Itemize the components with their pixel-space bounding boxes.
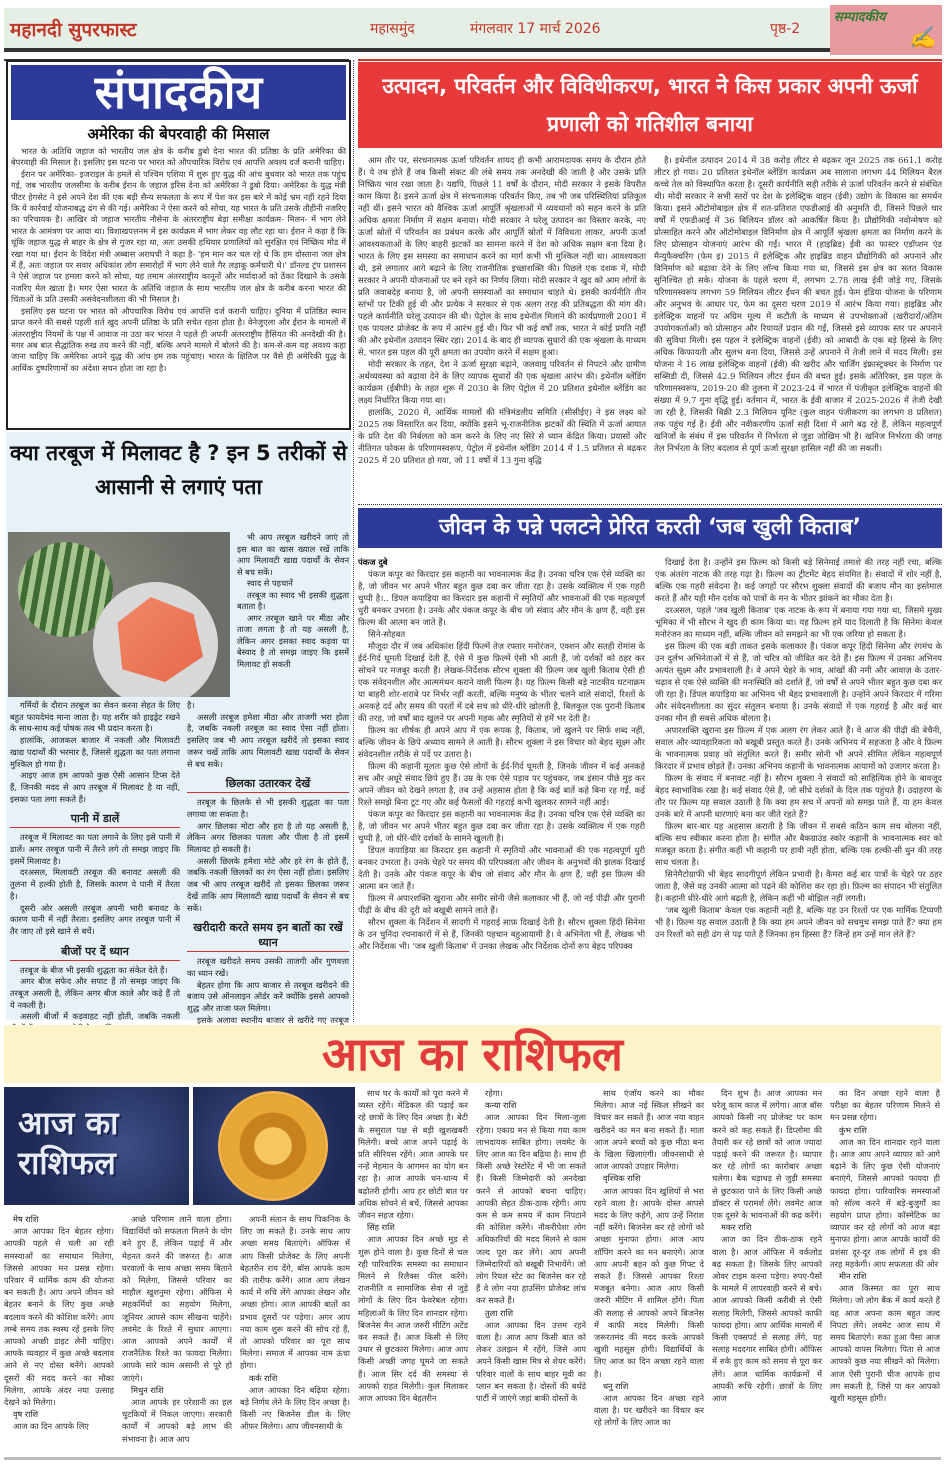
paragraph: फ़िल्म के संवाद में बनावट नहीं है। सौरभ शुक्ला ने संवादों को साहित्यिक होने के बावजूद बेहद स्वाभाविक रखा है। कई संवाद ऐसे हैं, जो सीधे दर्शकों के दिल तक पहुंचते हैं। उदाहरण के तौर पर फ़िल्म यह सवाल उठाती है कि क्या हम सच में अपनों को समझ पाते हैं, या हम केवल उनके बारे में अपनी धारणाएं बना कर जीते रहते हैं? [655,773,942,819]
divider-right [358,59,942,61]
horoscope-text: का दिन अच्छा रहने वाला है परीक्षा का बेहतर परिणाम मिलने से मन प्रसन्न रहेगा। [830,1088,940,1123]
paragraph: फ़िल्म की कहानी मूलतः कुछ ऐसे लोगों के ईर्द-गिर्द घूमती है, जिनके जीवन में कई अनकहे सच और अधूरे संवाद छिपे हुए हैं। उम्र के एक ऐसे पड़ाव पर पहुंचकर, जब इंसान पीछे मुड़ कर अपने जीवन को देखने लगता है, तब उन्हें अहसास होता है कि कई बातें कहे बिना रह गईं, कई रिश्ते समझे बिना टूट गए और कई फैसलों की गहराई कभी खुलकर सामने नहीं आई। [358,761,645,807]
paragraph: अगर छिलका मोटा और हरा है तो यह असली है, लेकिन अगर छिलका पतला और पीला है तो इसमें मिलावट हो सकती है। [187,820,349,855]
paragraph: तरबूज में मिलावट का पता लगाने के लिए इसे पानी में डालें। अगर तरबूज पानी में तैरने लगे तो समझ जाइए कि इसमें मिलावट है। [10,832,180,866]
horoscope-text: साथ घर के कार्यों को पूरा करने में व्यस्त रहेंगे। मेडिकल की पढ़ाई कर रहे छात्रों के लिए दिन अच्छा है। बेटी के ससुराल पक्ष से बड़ी खुशखबरी मिलेगी। बच्चे आज अपने पढ़ाई के प्रति सीरियस रहेंगे। आज आपके घर नन्हें मेहमान के आगमन का योग बन रहा है। आज आपके धन-धान्य में बढ़ोतरी होगी। आप हर छोटी बात पर अधिक सोचने से बचें, जिससे आपका जीवन सहज रहेगा। [358,1088,468,1221]
paragraph: असली बीजों में कड़वाहट नहीं होती, जबकि नकली [20,1011,180,1022]
horoscope-column [4,1213,114,1433]
section-divider [358,504,942,505]
sign-name: वृश्चिक राशि [603,1173,641,1184]
film-headline: जीवन के पन्ने पलटने प्रेरित करती ‘जब खुली किताब’ [358,508,942,548]
horoscope-text: रहेगा। [485,1088,503,1098]
horoscope-text: आज आपका दिन बढ़िया रहेगा। बड़े निर्णय लेने के लिए दिन अच्छा है। किसी नए बिजनेस डील के लिए ऑफर मिलेगा। आप जीवनसाथी के [240,1384,350,1432]
paragraph: डिंपल कपाड़िया का किरदार इस कहानी में स्मृतियों और भावनाओं की एक महत्वपूर्ण धुरी बनकर उभरता है। उनके चेहरे पर समय की परिपक्वता और जीवन के अनुभवों की झलक दिखाई देती है। उनके और पंकज कपूर के बीच जो संवाद और मौन के क्षण हैं, वही इस फ़िल्म की आत्मा बन जाते हैं। [358,845,645,891]
horoscope-column [122,1213,232,1445]
horoscope-text: आज का दिन शानदार रहने वाला है। आज आप अपने व्यापार को आगे बढ़ाने के लिए कुछ ऐसी योजनाएं बनाएंगे, जिससे आपको फायदा ही फायदा होगा। पारिवारिक समस्याओं को सॉल्व करने में बड़े-बुजुर्गों का सहयोग प्राप्त होगा। कॉस्मेटिक का व्यापार कर रहे लोगों को आज बड़ा मुनाफा होगा। आज आपके कार्यों की प्रशंसा दूर-दूर तक लोगों में इत्र की तरह महकेगी। आप सफलता की ओर [830,1136,940,1269]
paragraph: आइए आज हम आपको कुछ ऐसी आसान टिप्स देते हैं, जिनकी मदद से आप तरबूज में मिलावट है या नहीं, इसका पता लगा सकते हैं। [10,770,180,804]
paragraph: दरअसल, मिलावटी तरबूज की बनावट असली की तुलना में हल्की होती है, जिसके कारण ये पानी में तैरता है। [10,867,180,901]
film-column-2 [655,556,942,952]
horoscope-text: दिन शुभ है। आज आपका मन घरेलू काम काज में लगेगा। आज बॉस आपको किसी नए प्रोजेक्ट पर काम करने को कह सकते हैं। डिप्लोमा की तैयारी कर रहे छात्रों को आज ज्यादा पढ़ाई करने की जरूरत है। व्यापार कर रहे लोगों का कारोबार अच्छा चलेगा। बैक धड़ाधड़ से जुड़ी समस्या से छुटकारा पाने के लिए किसी अच्छे डॉक्टर से परामर्श लेंगे। लवमेट आज एक दूसरे के भावनाओं की कद्र करेंगे। [712,1088,822,1221]
paragraph: तरबूज के बीज भी इसकी शुद्धता का संकेत देते हैं। [20,964,168,975]
horoscope-text: आज आपका दिन अच्छा रहने वाला है। घर खरीदने का विचार कर रहे लोगों के लिए आज का [594,1393,704,1428]
paragraph: आम तौर पर, संरचनात्मक ऊर्जा परिवर्तन शायद ही कभी आरामदायक समय के दौरान होते हैं। ये तब होते हैं जब किसी संकट की लंबे समय तक अनदेखी की जाती है और उसके प्रति निष्क्रिय भाव रखा जाता है। यद्यपि, पिछले 11 वर्षों के दौरान, मोदी सरकार ने इसके विपरीत काम किया है। इसने ऊर्जा क्षेत्र में संरचनात्मक परिवर्तन किए, तब भी जब परिस्थितियां प्रतिकूल नहीं थीं। इसने भारत को वैश्विक ऊर्जा आपूर्ति श्रृंखलाओं में व्यवधानों को सहन करने के प्रति अधिक क्षमता निर्माण में सक्षम बनाया। मोदी सरकार ने घरेलू उत्पादन का विस्तार करके, नए ऊर्जा स्रोतों में परिवर्तन का प्रबंधन करके और आपूर्ति स्रोतों में विविधता लाकर, अपनी ऊर्जा आवश्यकताओं के लिए बाहरी झटकों का सामना करने में देश को अधिक सक्षम बना दिया है। भारत के लिए इस समस्या का समाधान करने का मार्ग कभी भी मुश्किल नहीं था। आवश्यकता थी, इसे लगातार आगे बढ़ाने के लिए राजनीतिक इच्छाशक्ति की। पिछले एक दशक में, मोदी सरकार ने अपनी योजनाओं पर बने रहने का निर्णय लिया। मोदी सरकार ने खुद को आम लोगों के प्रति जवाबदेह बनाया है, जो अपनी समस्याओं का समाधान चाहते थे। इसकी कार्यनीति तीन स्तंभों पर टिकी हुई थी और प्रत्येक ने सरकार से एक अलग तरह की प्रतिबद्धता की मांग की। पहले कार्यनीति घरेलू उत्पादन की थी। पेट्रोल के साथ इथेनॉल मिलाने की कार्यप्रणाली 2001 में एक पायलट प्रोजेक्ट के रूप में आरंभ हुई थी। फिर भी कई वर्षों तक, भारत ने कोई प्रगति नहीं की और इथेनॉल उत्पादन स्थिर रहा। 2014 के बाद ही व्यापक सुधारों की एक श्रृंखला के माध्यम से, भारत इस पहल की पूरी क्षमता का उपयोग करने में सक्षम हुआ। [358,155,646,357]
paragraph: अगर तरबूज खाने पर मीठा और ताजा लगता है तो यह असली है, लेकिन अगर इसका स्वाद कड़वा या बेस्वाद है तो समझ जाइए कि इसमें मिलावट हो सकती [237,612,349,669]
paragraph: इस फ़िल्म की एक बड़ी ताकत इसके कलाकार हैं। पंकज कपूर हिंदी सिनेमा और रंगमंच के उन दुर्लभ अभिनेताओं में से हैं, जो चरित्र को जीवित कर देते हैं। इस फ़िल्म में उनका अभिनय अत्यंत सूक्ष्म और प्रभावशाली है। वे अपने चेहरे के भाव, आंखों की नमी और आवाज़ के उतार-चढ़ाव से एक ऐसे व्यक्ति की मनःस्थिति को दर्शाते हैं, जो वर्षों से अपने भीतर बहुत कुछ दबा कर जी रहा है। डिंपल कपाड़िया का अभिनय भी बेहद प्रभावशाली है। उन्होंने अपने किरदार में गरिमा और संवेदनशीलता का सुंदर संतुलन बनाया है। उनके संवादों में एक गहराई है और कई बार उनका मौन ही सबसे अधिक बोलता है। [655,641,942,723]
paragraph: तरबूज का स्वाद भी इसकी शुद्धता बताता है। [237,589,349,611]
horoscope-text: आज किस्मत का पूरा साथ मिलेगा। जो लोग बैंक में कार्य करते हैं वह आज अपना काम बहुत जल्द निपटा लेंगे। लवमेट आज साथ में समय बिताएंगे। रुका हुआ पैसा आज आपको वापस मिलेगा। पिता से आज आपको कुछ नया सीखने को मिलेगा। आज ऐसी पुरानी चीज आपके हाथ लग सकती है, जिसे पा कर आपको खुशी महसूस होगी। [830,1283,940,1404]
page-number: पृष्ठ-2 [770,21,801,37]
section-logo-text: सम्पादकीय [834,10,886,25]
horoscope-column [358,1087,468,1404]
horoscope-column [594,1087,704,1429]
masthead [0,0,945,55]
energy-column-2 [654,154,942,466]
edition-date: मंगलवार 17 मार्च 2026 [470,21,601,37]
horoscope-text: आज आपका दिन उत्तम रहने वाला है। आज आप किसी बात को लेकर उलझन में रहेंगे, जिसे आप अपने किसी खास मित्र से शेयर करेंगे। परिवार वालों के साथ बाहर मूवी का प्लान बन सकता है। दोस्तों की बर्थडे पार्टी में जाएंगे जहां बाकी दोस्तों के [476,1319,586,1404]
watermelon-left-column [10,700,180,1035]
paragraph: तरबूज के छिलके से भी इसकी शुद्धता का पता लगाया जा सकता है। [187,797,349,819]
horoscope-text: आज का दिन ठीक-ठाक रहने वाला है। आज ऑफिस में वर्कलोड बढ़ सकता है। जिसके लिए आपको ओवर टाइम करना पड़ेगा। रुपए-पैसों के मामले में लापरवाही करने से बचे। आज आपको किसी करीबी से ऐसी सलाह मिलेगी, जिससे आपको काफी फायदा होगा। आप आर्थिक मामलों में किसी एक्सपर्ट से सलाह लेंगे, यह सलाह मददगार साबित होगी। ऑफिस में रुके हुए काम को समय से पूरा कर लेंगे। आज धार्मिक कार्यक्रमों में आपकी रूचि रहेगी। छात्रों के लिए आज [712,1234,822,1404]
paragraph: अपारशक्ति खुराना इस फ़िल्म में एक अलग रंग लेकर आते हैं। वे आज की पीढ़ी की बेचैनी, सवाल और व्यावहारिकता को बखूबी प्रस्तुत करते हैं। उनके अभिनय में सहजता है और वे फ़िल्म के भावनात्मक प्रवाह को संतुलित करते हैं। समीर सोनी भी अपने सीमित लेकिन महत्वपूर्ण किरदार में प्रभाव छोड़ते हैं। उनका अभिनय कहानी के भावनात्मक आयामों को उजागर करता है। [655,725,942,771]
horoscope-column [240,1213,350,1433]
paragraph: सिनेमैटोग्राफी भी बेहद सादगीपूर्ण लेकिन प्रभावी है। कैमरा कई बार पात्रों के चेहरे पर ठहर जाता है, जैसे वह उनकी आत्मा को पढ़ने की कोशिश कर रहा हो। फ़िल्म का संपादन भी संतुलित है। कहानी धीरे-धीरे आगे बढ़ती है, लेकिन कहीं भी बोझिल नहीं लगती। [655,869,942,903]
horoscope-text: अच्छे परिणाम लाने वाला होगा। विद्यार्थियों को सफलता मिलने के योग बने हुए हैं, लेकिन पढ़ाई में और मेहनत करने की जरूरत है। आज घरवालों के साथ अच्छा समय बिताने को मिलेगा, जिससे परिवार का माहौल खुशनुमा रहेगा। ऑफिस मे सहकर्मियों का सहयोग मिलेगा, जूनियर आपसे काम सीखना चाहेंगे। लवमेट के रिश्ते में सुधार आएगा। आज आपको अपने कार्यों में राजनैतिक रिश्ते का फायदा मिलेगा। आपके सारे काम असानी से पूरे हो जाएंगे। [122,1214,232,1383]
sign-name: कन्या राशि [485,1100,517,1111]
paragraph: बेहतर होगा कि आप बाजार से तरबूज खरीदने की बजाय उसे ऑनलाइन ऑर्डर करें क्योंकि इससे आपको शुद्ध और ताजा फल मिलेगा। [187,979,349,1014]
film-review-article [358,508,942,1020]
paragraph: इसके अलावा स्थानीय बाजार से खरीदे गए तरबूज [197,1014,349,1025]
watermelon-headline: क्या तरबूज में मिलावट है ? इन 5 तरीकों से आसानी से लगाएं पता [10,441,347,499]
horoscope-text: अपनी संतान के साथ पिकनिक के लिए जा सकते हैं। उनके साथ आप अच्छा समय बिताएंगे। ऑफिस में आप किसी प्रोजेक्ट के लिए अपनी बेहतरीन राय देंगे, बॉस आपके काम की तारीफ करेंगे। आज आप लेखन कार्य में रुचि लेंगे आपका लेखन और अच्छा होगा। आज आपकी बातों का प्रभाव दूसरों पर पड़ेगा। अगर आप नया काम शुरू करने की सोच रहे हैं, तो आपको परिवार का पूरा साथ मिलेगा। समाज में आपका नाम ऊंचा होगा। [240,1214,350,1371]
sign-name: मिथुन राशि [131,1384,164,1395]
paragraph: गर्मियों के दौरान तरबूज का सेवन करना सेहत के लिए बहुत फायदेमंद माना जाता है। यह शरीर को हाइड्रेट रखने के साथ-साथ कई पोषक तत्व भी प्रदान करता है। [10,700,180,734]
editorial-banner: संपादकीय [11,65,346,120]
paragraph: तरबूज खरीदते समय उसकी ताजगी और गुणवत्ता का ध्यान रखें। [187,956,349,978]
buying-tips-heading: खरीदारी करते समय इन बातों का रखें ध्यान [187,920,349,952]
paragraph: सौरभ शुक्ला के निर्देशन में सादगी में गहराई साफ़ दिखाई देती है। सौरभ शुक्ला हिंदी सिनेमा के उन चुनिंदा रचनाकारों में से हैं, जिनकी पहचान बहुआयामी है। वे अभिनेता भी हैं, लेखक भी और निर्देशक भी। 'जब खुली किताब' में उनका लेखक और निर्देशक दोनों रूप बेहद परिपक्व [358,917,645,951]
watermelon-photo [8,532,230,697]
watermelon-article [6,432,351,1025]
paragraph: फ़िल्म में अपारशक्ति खुराना और समीर सोनी जैसे कलाकार भी हैं, जो नई पीढ़ी और पुरानी पीढ़ी के बीच की दूरी को बखूबी सामने लाते हैं। [358,893,645,915]
horoscope-text: साथ एंजॉय करने का मौका मिलेगा। आज नई स्किल सीखने का विचार कर सकते हैं। आज नया वाहन खरीदने का मन बना सकते हैं। माता आज अपने बच्चों को कुछ मीठा बना के खिला खिलाएंगी। जीवनसाथी से आज आपको उपहार मिलेगा। [594,1088,704,1172]
paragraph: दरअसल, पहले 'जब खुली किताब' एक नाटक के रूप में बनाया गया गया था, जिसमे मुख्य भूमिका में भी सौरभ ने खुद ही काम किया था। यह फ़िल्म हमें याद दिलाती है कि सिनेमा केवल मनोरंजन का माध्यम नहीं, बल्कि जीवन को समझने का भी एक जरिया हो सकता है। [655,605,942,639]
rashifal-banner: आज का राशिफल [4,1025,941,1083]
paragraph: फ़िल्म का शीर्षक ही अपने आप में एक रूपक है, किताब, जो खुलने पर सिर्फ शब्द नहीं, बल्कि जीवन के छिपे अध्याय सामने ले आती है। सौरभ शुक्ला ने इस विचार को बेहद सूक्ष्म और संवेदनशील तरीके से पर्दे पर उतारा है। [358,725,645,759]
sign-name: वृष राशि [13,1409,39,1420]
paragraph: पंकज कपूर का किरदार इस कहानी का भावनात्मक केंद्र है। उनका चरित्र एक ऐसे व्यक्ति का है, जो जीवन भर अपने भीतर बहुत कुछ दबा कर जीता रहा है। उसके व्यक्तित्व में एक गहरी चुप्पी है, जो धीरे-धीरे दर्शकों के सामने खुलती है। [358,809,645,843]
horoscope-column [476,1087,586,1404]
water-test-heading: पानी में डालें [10,811,180,828]
column-divider [353,60,354,1022]
sign-name: धनु राशि [603,1380,629,1391]
paragraph-end: है। [187,700,195,710]
peel-heading: छिलका उतारकर देखें [187,776,349,793]
section-logo [830,5,942,55]
sign-name: तुला राशि [485,1307,514,1318]
seeds-heading: बीजों पर दें ध्यान [10,944,180,961]
paragraph: असली तरबूज हमेशा मीठा और ताजगी भरा होता है, जबकि नकली तरबूज का स्वाद ऐसा नहीं होता। इसलिए जब भी आप तरबूज खरीदें तो इसका स्वाद जरूर चखें ताकि आप मिलावटी खाद्य पदार्थों के सेवन से बच सकें। [187,711,349,769]
paragraph: अगर बीज सफेद और सपाट हैं तो समझ जाइए कि तरबूज असली है, लेकिन अगर बीज काले और कड़े हैं तो ये नकली है। [10,976,180,1010]
horoscope-column [830,1087,940,1404]
editorial-paragraph: ईरान पर अमेरिका- इजराइल के हमले से पश्चिम एशिया में शुरू हुए युद्ध की आंच बुधवार को भारत तक पहुंच गई, जब भारतीय जलसीमा के करीब ईरान के जहाज इरिस देना को अमेरिका ने डुबो दिया। अमेरिका के युद्ध मंत्री पीटर हेगसेट ने इसे अपने देश की एक बड़ी सैन्य सफलता के रूप में पेश कर इस बारे में कोई भ्रम नहीं रहने दिया कि ये कार्रवाई योजनाबद्ध ढंग से की गई। अमेरिका ने ऐसा करने को सोचा, यह भारत के प्रति उसके तौहीनी नजरिए का परिचायक है। आखिर वो जहाज भारतीय नौसेना के अंतरराष्ट्रीय बेड़ा समीक्षा कार्यक्रम- मिलन- में भाग लेने भारत के आमंत्रण पर आया था। विशाखपत्तनम में इस कार्यक्रम में भाग लेकर वह लौट रहा था। ईरान ने कहा है कि चूंकि जहाज युद्ध से बाहर के क्षेत्र से गुजर रहा था, अतः उसकी हथियार प्रणालियों को सुरक्षित एवं निष्क्रिय मोड में रखा गया था। ईरान के विदेश मंत्री अब्बास अराघची ने कहा है- 'हम मान कर चल रहे थे कि हम दोस्ताना जल क्षेत्र में हैं, अतः जहाज पर सवार अधिकांश लोग समारोहों में भाग लेने वाले गैर लड़ाकू कर्मचारी थे।' डॉनल्ड ट्रंप प्रशासन ने ऐसे जहाज पर हमला करने को सोचा, यह तमाम अंतरराष्ट्रीय कानूनों और मर्यादाओं को ठेंका दिखाने के उसके नजरिए मेल खाता है। मगर ऐसा भारत के अतिथि जहाज के साथ भारतीय जल क्षेत्र के करीब करना भारत की चिंताओं के प्रति उसकी असंवेदनशीलता की भी मिसाल है। [11,168,346,305]
horoscope-text: आज आपका दिन बेहतर रहेगा। आपकी पहले से चली आ रही समस्याओं का समाधान मिलेगा, जिससे आपका मन प्रसन्न रहेगा। परिवार में धार्मिक काम की योजना बन सकती है। आप अपने जीवन को बेहतर बनाने के लिए कुछ अच्छे बदलाव करने की कोशिश करेंगे। आप लम्बे समय तक स्वस्थ रहें इसके लिए आपको अच्छी डाइट लेनी चाहिए। आपके व्यवहार में कुछ अच्छे बदलाव आने से नए दोस्त बनेंगे। आपको दूसरों की मदद करने का मौका मिलेगा, आपके अंदर नया उत्साह देखने को मिलेगा। [4,1226,114,1408]
energy-headline: उत्पादन, परिवर्तन और विविधीकरण, भारत ने किस प्रकार अपनी ऊर्जा प्रणाली को गतिशील बनाया [358,62,942,148]
horoscope-text: आज आपका दिन अच्छे मूड से शुरू होने वाला है। कुछ दिनों से चल रही पारिवारिक समस्या का समाधान मिलने से रिलैक्स फील करेंगे। राजनीति व सामाजिक सेवा से जुड़े लोगों के लिए दिन फेवरेबल रहेगा। महिलाओं के लिए दिन शानदार रहेगा। बिजनेस मैन आज जरुरी मीटिंग अटेंड कर सकते हैं। आज किसी से लिए उधार से छुटकारा मिलेगा। आज आप किसी अच्छी जगह घूमने जा सकते हैं। आज सिर दर्द की समस्या से आपको राहत मिलेगी। कुल मिलाकर आज आपका दिन बेहतरीन [358,1234,468,1404]
horoscope-text: आज का दिन आपके लिए [13,1421,89,1432]
pen-writing-icon: ✍ [908,25,936,51]
watermelon-right-column [237,532,349,670]
horoscope-column [712,1087,822,1404]
paragraph: पंकज कपूर का किरदार इस कहानी का भावनात्मक केंद्र है। उनका चरित्र एक ऐसे व्यक्ति का है, जो जीवन भर अपने भीतर बहुत कुछ दबा कर जीता रहा है। उसके व्यक्तित्व में एक गहरी चुप्पी है।.. डिंपल कपाड़िया का किरदार इस कहानी में स्मृतियों और भावनाओं की एक महत्वपूर्ण धुरी बनकर उभरता है। उनके और पंकज कपूर के बीच जो संवाद और मौन के क्षण हैं, वही इस फ़िल्म की आत्मा बन जाते हैं। [358,569,645,627]
paragraph: फ़िल्म बार-बार यह अहसास कराती है कि जीवन में सबसे कठिन काम सच बोलना नहीं, बल्कि सच स्वीकार करना होता है। संगीत और बैकग्राउंड स्कोर कहानी के भावनात्मक स्वर को मजबूत करता है। संगीत कहीं भी कहानी पर हावी नहीं होता, बल्कि एक हल्की-सी धुन की तरह साथ चलता है। [655,821,942,867]
sign-name: कर्क राशि [249,1372,278,1383]
paragraph: दूसरी ओर असली तरबूज अपनी भारी बनावट के कारण पानी में नहीं तैरता। इसलिए अगर तरबूज पानी में तैर जाए तो इसे खाने से बचें। [10,902,180,936]
paragraph: है। इथेनॉल उत्पादन 2014 में 38 करोड़ लीटर से बढ़कर जून 2025 तक 661.1 करोड़ लीटर हो गया। 20 प्रतिशत इथेनॉल ब्लेंडिंग कार्यक्रम अब सालाना लगभग 44 मिलियन बैरल कच्चे तेल को विस्थापित करता है। दूसरी कार्यनीति सही तरीके से ऊर्जा परिवर्तन करने से संबंधित थी। मोदी सरकार ने सभी स्तरों पर देश के इलेक्ट्रिक वाहन (ईवी) उद्योग के विकास का समर्थन किया। इसने ऑटोमोबाइल क्षेत्र में शत-प्रतिशत एफडीआई की अनुमति दी, जिसने पिछले चार वर्षों में एफडीआई में 36 बिलियन डॉलर को आकर्षित किया है। प्रौद्योगिकी नवोन्मेषण को प्रोत्साहित करने और ऑटोमोबाइल विनिर्माण क्षेत्र में आपूर्ति श्रृंखला क्षमता का निर्माण करने के लिए प्रोत्साहन योजनाएं आरंभ की गईं। भारत में (हाइब्रिड) ईवी का फास्टर एडॉप्शन एंड मैन्युफैक्चरिंग (फेम इ) 2015 में इलेक्ट्रिक और हाइब्रिड वाहन प्रौद्योगिकी को अपनाने और विनिर्माण को बढ़ावा देने के लिए लॉन्च किया गया था, जिससे इस क्षेत्र का सतत विकास सुनिश्चित हो सके। योजना के पहले चरण में, लगभग 2.78 लाख ईवी जोड़े गए, जिसके परिणामस्वरूप लगभग 59 मिलियन लीटर ईंधन की बचत हुई। फेम इंडिया योजना के परिणाम और अनुभव के आधार पर, फेम का दूसरा चरण 2019 में आरंभ किया गया। हाइब्रिड और इलेक्ट्रिक वाहनों पर अग्रिम मूल्य में कटौती के माध्यम से उपभोक्ताओं (खरीदारों/अंतिम उपयोगकर्ताओं) को प्रोत्साहन और रियायतें प्रदान की गईं, जिससे इसे व्यापक स्तर पर अपनाने की सुविधा मिली। इस पहल ने इलेक्ट्रिक वाहनों (ईवी) को आबादी के एक बड़े हिस्से के लिए अधिक किफायती और सुलभ बना दिया, जिससे उन्हें अपनाने में तेजी लाने में मदद मिली। इस योजना ने 16 लाख इलेक्ट्रिक वाहनों (ईवी) की खरीद और चार्जिंग इंफ्रास्ट्रक्चर के निर्माण पर सब्सिडी दी, जिससे 42.9 मिलियन लीटर ईंधन की बचत हुई। इसके अतिरिक्त, इस पहल के परिणामस्वरूप, 2019-20 की तुलना में 2023-24 में भारत में पंजीकृत इलेक्ट्रिक वाहनों की संख्या में 9.7 गुना वृद्धि हुई। वर्तमान में, भारत के ईवी बाजार में 2025-2026 में तेजी देखी जा रही है, जिसकी बिक्री 2.3 मिलियन यूनिट (कुल वाहन पंजीकरण का लगभग 8 प्रतिशत) तक पहुंच गई है। ईवी और नवीकरणीय ऊर्जा सही दिशा में आगे बढ़ रहे हैं, लेकिन महत्वपूर्ण खनिजों के संबंध में इस परिवर्तन में निर्भरता से जुड़ा जोखिम भी है। खनिज निर्भरता की जगह तेल निर्भरता के लिए बदलाव से पूर्ण ऊर्जा सुरक्षा हासिल नहीं की जा सकती। [654,155,942,453]
paragraph: 'जब खुली किताब' केवल एक कहानी नहीं है, बल्कि यह उन रिश्तों पर एक मार्मिक टिप्पणी भी है। फ़िल्म यह सवाल उठाती है कि क्या हम अपने जीवन को सचमुच समझ पाते हैं? क्या हम उन रिश्तों को सही ढंग से पढ़ पाते हैं जिनका हम हिस्सा हैं? जिन्हें हम उन्हें मान लेते हैं? [655,905,942,939]
edition-city: महासमुंद [370,21,415,37]
horoscope-columns [4,1087,941,1459]
paragraph: असली छिलके हमेशा मोटे और हरे रंग के होते हैं, जबकि नकली छिलकों का रंग ऐसा नहीं होता। इसलिए जब भी आप तरबूज खरीदें तो इसका छिलका जरूर देखें ताकि आप मिलावटी खाद्य पदार्थों के सेवन से बच सकें। [187,855,349,913]
sign-name: सिंह राशि [367,1222,395,1233]
paper-name: महानदी सुपरफास्ट [10,19,137,41]
sign-name: कुंभ राशि [839,1124,867,1135]
film-column-1 [358,556,645,952]
sign-name: मेष राशि [13,1214,39,1224]
rashifal-image-text: आज का राशिफल [18,1104,119,1182]
subheading-taste: स्वाद से पहचानें [247,578,293,588]
sign-name: मकर राशि [721,1222,752,1233]
editorial-body [11,146,346,374]
paragraph: मौजूदा दौर में जब अधिकांश हिंदी फिल्में तेज़ रफ्तार मनोरंजन, एक्शन और सतही रोमांस के ईर्द-गिर्द घूमती दिखाई देती हैं, ऐसे में कुछ फ़िल्में ऐसी भी आती हैं, जो दर्शकों को ठहर कर सोचने पर मजबूर करती हैं। लेखक-निर्देशक सौरभ शुक्ला की फ़िल्म जब खुली किताब ऐसी ही एक संवेदनशील और आत्ममंथन कराने वाली फिल्म है। यह फ़िल्म किसी बड़े नाटकीय घटनाक्रम या बाहरी शोर-शराबे पर निर्भर नहीं करती, बल्कि मनुष्य के भीतर चलने वाले संवादों, रिश्तों के अनकहे दर्द और समय की परतों में दबे सच को धीरे-धीरे खोलती है, बिलकुल एक पुरानी किताब की तरह, जो वर्षों बाद खुलने पर अपनी महक और स्मृतियों से हमें भर देती है। [358,641,645,723]
column-name: सिने-सोहबत [368,629,406,639]
paragraph: दिखाई देता है। उन्होंने इस फ़िल्म को किसी बड़े सिनेमाई तमाशे की तरह नहीं रचा, बल्कि एक अंतरंग नाटक की तरह गढ़ा है। फ़िल्म का ट्रीटमेंट बेहद संयमित है। संवादों में शोर नहीं है, बल्कि एक गहरी संवेदना है। कई जगहों पर सौरभ शुक्ला संवादों की बजाय मौन का इस्तेमाल करते हैं और यही मौन दर्शक को पात्रों के मन के भीतर झांकने का मौका देता है। [655,557,942,603]
sign-name: मीन राशि [839,1271,867,1282]
editorial-box [6,60,351,430]
watermelon-middle-column [187,700,349,1073]
horoscope-text: आज आपका दिन खुशियों से भरा रहने वाला है। आपके दोस्त आपसे मदद के लिए कहेंगे, आप उन्हें निराश नहीं करेंगे। बिजनेस कर रहे लोगों को अच्छा मुनाफा होगा। आज आप शॉपिंग करने का मन बनाएंगे। आज आप अपनी बहन को कुछ गिफ्ट दे सकते हैं। जिससे आपका रिश्ता मजबूत बनेगा। आज आप किसी जरुरी मीटिंग में शामिल होंगे। पिता की सलाह से आपको अपने बिजनेस में काफी मदद मिलेगी। किसी जरूरतमंद की मदद करके आपको खुशी महसूस होगी। विद्यार्थियों के लिए आज का दिन अच्छा रहने वाला है। [594,1185,704,1379]
page-bottom-rule [4,1457,941,1460]
horoscope-text: आज आपके हर परेशानी का हल चुटकियों में निकल जाएगा। सरकारी कार्यों में आपको बड़े लाभ की संभावना है। आज आप [122,1397,232,1444]
paragraph: हालांकि, आजकल बाजार में नकली और मिलावटी खाद्य पदार्थों की भरमार है, जिससे शुद्धता का पता लगाना मुश्किल हो गया है। [10,735,180,769]
paragraph: मोदी सरकार के तहत, देश ने ऊर्जा सुरक्षा बढ़ाने, जलवायु परिवर्तन से निपटने और ग्रामीण अर्थव्यवस्था को बढ़ावा देने के लिए व्यापक सुधारों की एक श्रृंखला आरंभ की। इथेनॉल ब्लेंडिंग कार्यक्रम (ईबीपी) के तहत शुरू में 2030 के लिए पेट्रोल में 20 प्रतिशत इथेनॉल ब्लेंडिंग का लक्ष्य निर्धारित किया गया था। [358,359,646,405]
author-byline: पंकज दुबे [358,557,388,567]
editorial-paragraph: इसलिए इस घटना पर भारत को औपचारिक विरोध एवं आपत्ति दर्ज करानी चाहिए। दुनिया में प्रतिष्ठित स्थान प्राप्त करने की सबसे पहली शर्त खुद अपनी प्रतिष्ठा के प्रति सचेत रहना होता है। वेनेजुएला और ईरान के मामलों में अंतरराष्ट्रीय नियमों के पक्ष में आवाज ना उठा कर भारत ने पहले ही अपनी अंतरराष्ट्रीय हैसियत की अनदेखी की है। मगर अब बात सैद्धांतिक रुख तय करने की नहीं, बल्कि अपने मामले में बोलने की है। कम-से-कम यह अवश्य कहा जाना चाहिए कि अमेरिका अपने युद्ध की आंच हम तक पहुंचाए। भारत के क्षितिज पर वैसे ही अमेरिकी युद्ध के आर्थिक दुष्परिणामों का अंदेशा सघन होता जा रहा है। [11,305,346,373]
horoscope-text: आज आपका दिन मिला-जुला रहेगा। एकाग्र मन से किया गया काम लाभदायक साबित होगा। लवमेट के लिए आज का दिन बढ़िया है। साथ ही किसी अच्छे रेस्टोरेंट में भी जा सकते हैं। किसी जिम्मेदारी को अनदेखा करने से आपको बचना चाहिए। आपकी सेहत ठीक-ठाक रहेगी। आप कम से कम समय में काम निपटाने की कोशिश करेंगे। नौकरीपेशा लोग अधिकारियों की मदद मिलने से काम जल्द पूरा कर लेंगे। आप अपनी जिम्मेदारियों को बखूबी निभायेंगे। जो लोग रियल स्टेट का बिजनेस कर रहे हैं वे लोग नया हाउसिंग प्रोजेक्ट लांच कर सकते हैं। [476,1112,586,1306]
paragraph: हालांकि, 2020 में, आर्थिक मामलों की मंत्रिमंडलीय समिति (सीसीईए) ने इस लक्ष्य को 2025 तक विस्तारित कर दिया, क्योंकि इसने भू-राजनीतिक झटकों की स्थिति में ऊर्जा आयात के प्रति देश की निर्बलता को कम करने के लिए नए सिरे से ध्यान केंद्रित किया। प्रयासों और नीतिगत फोकस के परिणामस्वरूप, पेट्रोल में इथेनॉल ब्लेंडिंग 2014 में 1.5 प्रतिशत से बढ़कर 2025 में 20 प्रतिशत हो गया, जो 11 वर्षों में 13 गुना वृद्धि [358,407,646,465]
energy-column-1 [358,154,646,466]
editorial-paragraph: भारत के अतिथि जहाज को भारतीय जल क्षेत्र के करीब डुबो देना भारत की प्रतिष्ठा के प्रति अमेरिका की बेपरवाही की मिसाल है। इसलिए इस घटना पर भारत को औपचारिक विरोध एवं आपत्ति अवश्य दर्ज करानी चाहिए। [11,146,346,168]
energy-article [358,62,942,502]
editorial-headline: अमेरिका की बेपरवाही की मिसाल [87,125,270,143]
paragraph: भी आप तरबूज खरीदने जाएं तो इस बात का खास ख्याल रखें ताकि आप मिलावटी खाद्य पदार्थों के सेवन से बच सकें। [237,532,349,577]
